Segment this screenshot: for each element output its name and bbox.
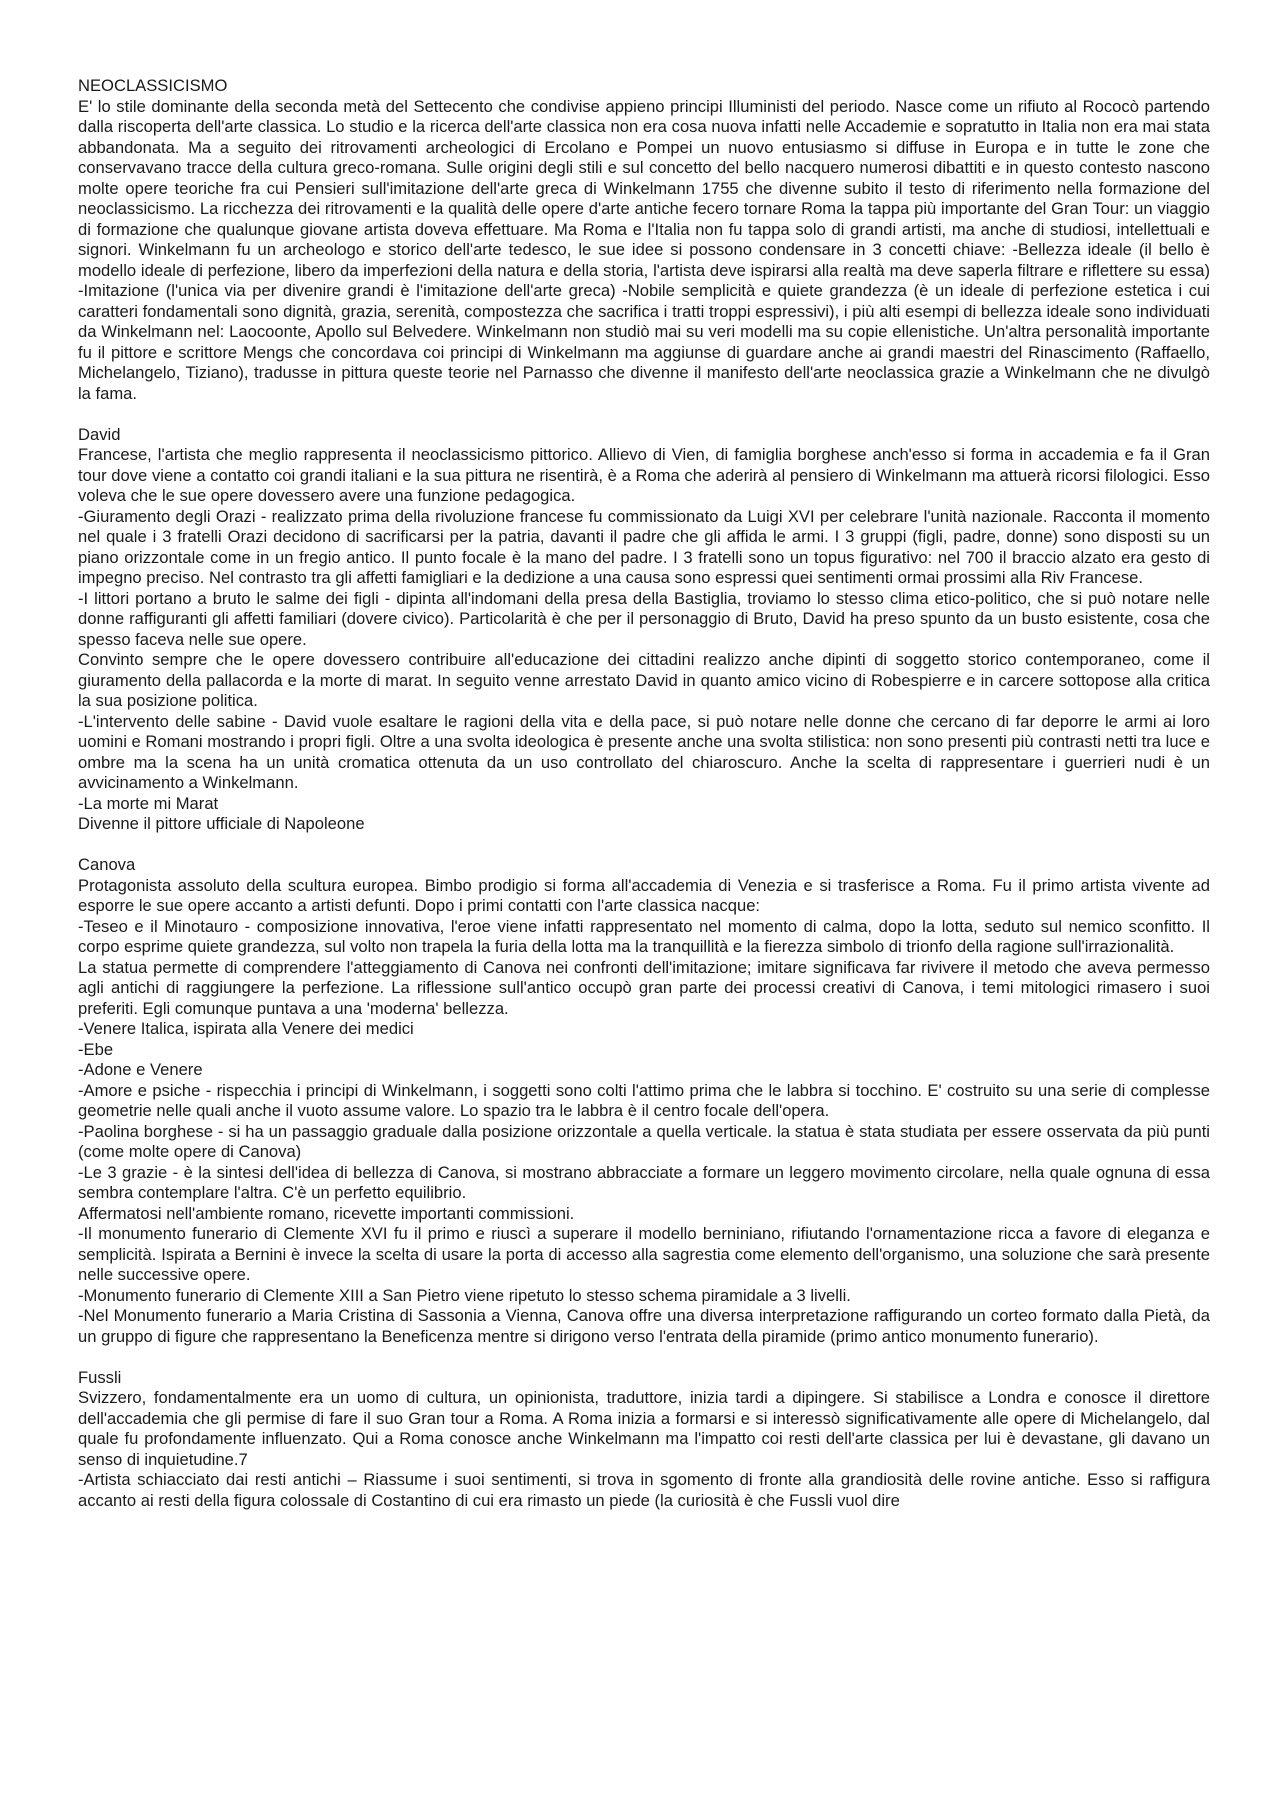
paragraph: Svizzero, fondamentalmente era un uomo di cultura, un opinionista, traduttore, inizia tardi a dipingere. Si stabilisce a Londra e conosce il direttore dell'accademia che gli permise di fare il suo Gran tour a Roma. A Roma inizia a formarsi e si interessò significativamente alle opere di Michelangelo, dal quale fu profondamente influenzato. Qui a Roma conosce anche Winkelmann ma l'impatto coi resti dell'arte classica per lui è devastane, gli davano un senso di inquietudine.7 <box>78 1388 1210 1469</box>
section-title: Fussli <box>78 1367 122 1387</box>
section-david <box>78 425 1210 835</box>
paragraph: Protagonista assoluto della scultura europea. Bimbo prodigio si forma all'accademia di Venezia e si trasferisce a Roma. Fu il primo artista vivente ad esporre le sue opere accanto a artisti defunti. Dopo i primi contatti con l'arte classica nacque: <box>78 875 1210 915</box>
paragraph: -Il monumento funerario di Clemente XVI fu il primo e riuscì a superare il modello berniniano, rifiutando l'ornamentazione ricca a favore di eleganza e semplicità. Ispirata a Bernini è invece la scelta di usare la porta di accesso alla sagrestia come elemento dell'organismo, una soluzione che sarà presente nelle successive opere. <box>78 1224 1210 1284</box>
section-neoclassicismo <box>78 76 1210 404</box>
section-canova <box>78 855 1210 1347</box>
section-title: David <box>78 424 121 444</box>
paragraph: -Venere Italica, ispirata alla Venere dei medici <box>78 1019 414 1038</box>
paragraph: -Ebe <box>78 1039 114 1059</box>
paragraph: -Amore e psiche - rispecchia i principi di Winkelmann, i soggetti sono colti l'attimo prima che le labbra si tocchino. E' costruito su una serie di complesse geometrie nelle quali anche il vuoto assume valore. Lo spazio tra le labbra è il centro focale dell'opera. <box>78 1080 1210 1120</box>
paragraph: -Paolina borghese - si ha un passaggio graduale dalla posizione orizzontale a quella verticale. la statua è stata studiata per essere osservata da più punti (come molte opere di Canova) <box>78 1121 1210 1161</box>
section-fussli <box>78 1368 1210 1512</box>
paragraph: -I littori portano a bruto le salme dei figli - dipinta all'indomani della presa della Bastiglia, troviamo lo stesso clima etico-politico, che si può notare nelle donne raffiguranti gli affetti familiari (dovere civico). Particolarità è che per il personaggio di Bruto, David ha preso spunto da un busto esistente, cosa che spesso faceva nelle sue opere. <box>78 588 1210 649</box>
paragraph: -L'intervento delle sabine - David vuole esaltare le ragioni della vita e della pace, si può notare nelle donne che cercano di far deporre le armi ai loro uomini e Romani mostrando i propri figli. Oltre a una svolta ideologica è presente anche una svolta stilistica: non sono presenti più contrasti netti tra luce e ombre ma la scena ha un unità cromatica ottenuta da un uso controllato del chiaroscuro. Anche la scelta di rappresentare i guerrieri nudi è un avvicinamento a Winkelmann. <box>78 711 1210 792</box>
paragraph: Francese, l'artista che meglio rappresenta il neoclassicismo pittorico. Allievo di Vien, di famiglia borghese anch'esso si forma in accademia e fa il Gran tour dove viene a contatto coi grandi italiani e la sua pittura ne risentirà, è a Roma che aderirà al pensiero di Winkelmann ma attuerà ricorsi filologici. Esso voleva che le sue opere dovessero avere una funzione pedagogica. <box>78 445 1210 505</box>
paragraph: -La morte mi Marat <box>78 793 219 813</box>
paragraph: -Nel Monumento funerario a Maria Cristina di Sassonia a Vienna, Canova offre una diversa interpretazione raffigurando un corteo formato dalla Pietà, da un gruppo di figure che rappresentano la Beneficenza mentre si dirigono verso l'entrata della piramide (primo antico monumento funerario). <box>78 1306 1210 1346</box>
paragraph: -Monumento funerario di Clemente XIII a San Pietro viene ripetuto lo stesso schema piramidale a 3 livelli. <box>78 1285 851 1305</box>
paragraph: -Teseo e il Minotauro - composizione innovativa, l'eroe viene infatti rappresentato nel momento di calma, dopo la lotta, seduto sul nemico sconfitto. Il corpo esprime quiete grandezza, sul volto non trapela la furia della lotta ma la tranquillità e la fierezza simbolo di trionfo della ragione sull'irrazionalità. <box>78 916 1210 956</box>
paragraph: Convinto sempre che le opere dovessero contribuire all'educazione dei cittadini realizzo anche dipinti di soggetto storico contemporaneo, come il giuramento della pallacorda e la morte di marat. In seguito venne arrestato David in quanto amico vicino di Robespierre e in carcere sottopose alla critica la sua posizione politica. <box>78 650 1210 710</box>
paragraph: E' lo stile dominante della seconda metà del Settecento che condivise appieno principi Illuministi del periodo. Nasce come un rifiuto al Rococò partendo dalla riscoperta dell'arte classica. Lo studio e la ricerca dell'arte classica non era cosa nuova infatti nelle Accademie e sopratutto in Italia non era mai stata abbandonata. Ma a seguito dei ritrovamenti archeologici di Ercolano e Pompei un nuovo entusiasmo si diffuse in Europa e in tutte le zone che conservavano tracce della cultura greco-romana. Sulle origini degli stili e sul concetto del bello nacquero numerosi dibattiti e in questo contesto nascono molte opere teoriche fra cui Pensieri sull'imitazione dell'arte greca di Winkelmann 1755 che divenne subito il testo di riferimento nella formazione del neoclassicismo. La ricchezza dei ritrovamenti e la qualità delle opere d'arte antiche fecero tornare Roma la tappa più importante del Gran Tour: un viaggio di formazione che qualunque giovane artista doveva effettuare. Ma Roma e l'Italia non fu tappa solo di grandi artisti, ma anche di studiosi, intellettuali e signori. Winkelmann fu un archeologo e storico dell'arte tedesco, le sue idee si possono condensare in 3 concetti chiave: -Bellezza ideale (il bello è modello ideale di perfezione, libero da imperfezioni della natura e della storia, l'artista deve ispirarsi alla realtà ma deve saperla filtrare e riflettere su essa) -Imitazione (l'unica via per divenire grandi è l'imitazione dell'arte greca) -Nobile semplicità e quiete grandezza (è un ideale di perfezione estetica i cui caratteri fondamentali sono dignità, grazia, serenità, compostezza che sacrifica i tratti troppi espressivi), i più alti esempi di bellezza ideale sono individuati da Winkelmann nel: Laocoonte, Apollo sul Belvedere. Winkelmann non studiò mai su veri modelli ma su copie ellenistiche. Un'altra personalità importante fu il pittore e scrittore Mengs che concordava coi principi di Winkelmann ma aggiunse di guardare anche ai grandi maestri del Rinascimento (Raffaello, Michelangelo, Tiziano), tradusse in pittura queste teorie nel Parnasso che divenne il manifesto dell'arte neoclassica grazie a Winkelmann che ne divulgò la fama. <box>78 96 1210 403</box>
section-title: NEOCLASSICISMO <box>78 76 228 95</box>
paragraph: -Artista schiacciato dai resti antichi – Riassume i suoi sentimenti, si trova in sgomento di fronte alla grandiosità delle rovine antiche. Esso si raffigura accanto ai resti della figura colossale di Costantino di cui era rimasto un piede (la curiosità è che Fussli vuol dire <box>78 1470 1210 1510</box>
section-title: Canova <box>78 855 136 874</box>
paragraph: -Adone e Venere <box>78 1060 203 1079</box>
paragraph: Divenne il pittore ufficiale di Napoleone <box>78 814 365 833</box>
paragraph: -Giuramento degli Orazi - realizzato prima della rivoluzione francese fu commissionato da Luigi XVI per celebrare l'unità nazionale. Racconta il momento nel quale i 3 fratelli Orazi decidono di sacrificarsi per la patria, davanti il padre che gli affida le armi. I 3 gruppi (figli, padre, donne) sono disposti su un piano orizzontale come in un fregio antico. Il punto focale è la mano del padre. I 3 fratelli sono un topus figurativo: nel 700 il braccio alzato era gesto di impegno preciso. Nel contrasto tra gli affetti famigliari e la dedizione a una causa sono espressi quei sentimenti ormai prossimi alla Riv Francese. <box>78 506 1210 587</box>
paragraph: Affermatosi nell'ambiente romano, ricevette importanti commissioni. <box>78 1203 575 1223</box>
document-page <box>78 76 1210 1532</box>
paragraph: -Le 3 grazie - è la sintesi dell'idea di bellezza di Canova, si mostrano abbracciate a formare un leggero movimento circolare, nella quale ognuna di essa sembra contemplare l'altra. C'è un perfetto equilibrio. <box>78 1162 1210 1202</box>
paragraph: La statua permette di comprendere l'atteggiamento di Canova nei confronti dell'imitazione; imitare significava far rivivere il metodo che aveva permesso agli antichi di raggiungere la perfezione. La riflessione sull'antico occupò gran parte dei processi creativi di Canova, i temi mitologici rimasero i suoi preferiti. Egli comunque puntava a una 'moderna' bellezza. <box>78 957 1210 1018</box>
